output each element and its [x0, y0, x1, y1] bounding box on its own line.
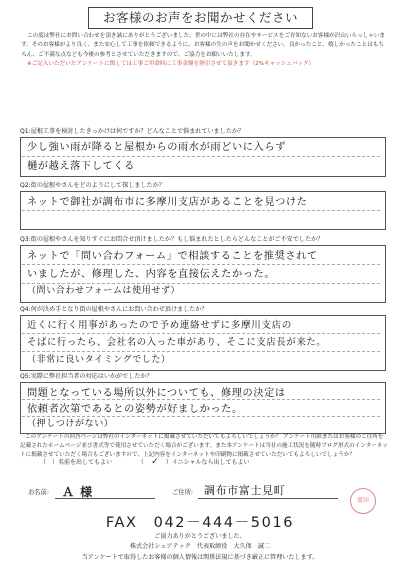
address-label: ご住所:	[172, 489, 194, 496]
rule-line	[22, 210, 380, 211]
option-full-name[interactable]: （ ）名前を出してもよい	[40, 459, 113, 466]
intro-paragraph: この度は弊社にお問い合わせを頂き誠にありがとうございました。世の中には弊社の存在やサービスをご存知ないお客様が沢山いらっしゃいます。そのお客様がより良く、また安心して工事を依頼できるように、お客様の生の声をお聞かせください。良かったこと、嬉しかったことはもちろん、ご不満な点なども今後の参考とさせていただきますので、ご協力をお願いいたします。	[21, 33, 386, 58]
thanks-text: ご協力ありがとうございました。	[154, 533, 246, 540]
answer-4-line-1: 近くに行く用事があったので予め連絡せずに多摩川支店の	[27, 320, 292, 331]
answer-4-line-3: （非常に良いタイミングでした）	[27, 355, 171, 365]
consent-choices	[40, 457, 250, 467]
checkmark-icon: ✓	[151, 457, 159, 467]
address-value: 調布市富士見町	[204, 484, 286, 497]
intro-text	[21, 32, 386, 69]
answer-5-line-3: （押しつけがない）	[27, 419, 114, 429]
fax-number: FAX 042－444－5016	[105, 515, 295, 531]
answer-3-line-1: ネットで「問い合わフォーム」で相談することを推奨されて	[27, 251, 318, 262]
privacy-notice: 当アンケートで取得したお客様の個人情報は関係法規に基づき厳正に管理いたします。	[81, 554, 319, 561]
company-name: 株式会社シェアテック 代表取締役 大久保 誠二	[129, 543, 271, 550]
name-value: Ａ 様	[62, 485, 94, 499]
answer-1-line-1: 少し強い雨が降ると屋根からの雨水が雨どいに入らず	[27, 142, 286, 153]
question-2: Q2:街の屋根やさんをどのようにして探しましたか？	[20, 182, 165, 189]
answer-1-line-2: 樋が越え落下してくる	[27, 161, 135, 172]
name-label: お名前:	[28, 489, 50, 496]
consent-paragraph: このアンケートの回答ページは弊社のインターネットに掲載させていただいてもよろしいでしょうか？ アンケート用紙またはお客様のご住所を記載されたホームページ並び書式等で使用させていただく場合がございます。また本アンケートは当社の施工状況を随時ブログ形式のインターネットに掲載させていただく場合もございますので、上記内容をインターネットや印刷物に掲載させていただいてもよろしいでしょうか？	[20, 434, 388, 458]
question-4: Q4:何が決め手となり街の屋根やさんにお問い合わせ頂けましたか？	[20, 306, 208, 313]
question-5: Q5:実際に弊社担当者の対応はいかがでしたか？	[20, 373, 153, 380]
answer-5-line-2: 依頼者次第であるとの姿勢が好ましかった。	[27, 404, 243, 415]
question-1: Q1:屋根工事を検討したきっかけは何ですか？どんなことで悩まれていましたか？	[20, 128, 245, 135]
question-3: Q3:街の屋根やさんを知りすぐにお問合せ頂けましたか？もし悩まれたとしたらどんなことがご不安でしたか？	[20, 236, 324, 243]
answer-5-line-1: 問題となっている場所以外についても、修理の決定は	[27, 388, 286, 399]
address-underline	[198, 498, 338, 499]
seal-stamp: 富田	[350, 488, 376, 514]
answer-4-line-2: そばに行ったら、会社名の入った車があり、そこに支店長が来た。	[27, 337, 327, 348]
discount-notice: ※ご記入いただいたアンケートに関しては工事ご用命時に工事金額を割引させて頂きます（2%キャッシュバック）	[27, 60, 315, 67]
name-underline	[55, 498, 155, 499]
option-initials-label: イニシャルなら出してもよい	[171, 459, 250, 466]
answer-3-line-3: （問い合わせフォームは使用せず）	[27, 286, 181, 296]
page-title: お客様のお声をお聞かせください	[88, 7, 313, 29]
answer-3-line-2: いましたが、修理した、内容を直接伝えたかった。	[27, 269, 276, 280]
option-initials[interactable]: （ ✓ ）イニシャルなら出してもよい	[137, 457, 250, 467]
publication-consent-text	[20, 433, 388, 460]
answer-2-line-1: ネットで御社が調布市に多摩川支店があることを見つけた	[27, 197, 308, 208]
